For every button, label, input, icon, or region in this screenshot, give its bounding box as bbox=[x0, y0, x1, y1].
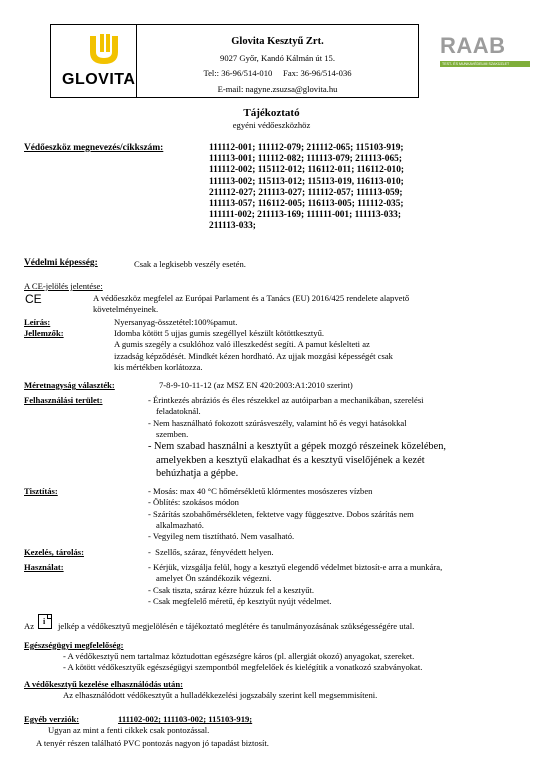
ce-text-line: A védőeszköz megfelel az Európai Parlament és a Tanács (EU) 2016/425 rendelete alapvető bbox=[93, 293, 410, 303]
usage-item-line: behúzhatja a gépbe. bbox=[156, 468, 239, 480]
use-item-line: - Csak megfelelő méretű, ép kesztyűt nyújt védelmet. bbox=[148, 595, 332, 606]
cleaning-list bbox=[148, 486, 414, 542]
storage-label: Kezelés, tárolás: bbox=[24, 547, 84, 557]
other-text bbox=[36, 725, 269, 750]
storage-value: - Szellős, száraz, fényvédett helyen. bbox=[148, 547, 274, 557]
product-codes bbox=[209, 143, 404, 233]
usage-item-line: amelyekben a kesztyű elakadhat és a kesztyű viselőjének a kezét bbox=[156, 454, 425, 466]
product-label: Védőeszköz megnevezés/cikkszám: bbox=[24, 143, 164, 153]
product-code-line: 211113-033; bbox=[209, 221, 256, 232]
ce-label: A CE-jelölés jelentése: bbox=[24, 281, 103, 291]
product-code-line: 111111-002; 211113-169; 111111-001; 111113-033; bbox=[209, 210, 401, 221]
description-label: Leírás: bbox=[24, 317, 51, 327]
product-code-line: 111113-002; 115113-012; 115113-019, 116113-010; bbox=[209, 176, 404, 187]
health-line: - A védőkesztyű nem tartalmaz köztudottan egészségre káros (pl. allergiát okozó) anyagokat, szereket. bbox=[63, 651, 415, 661]
usage-area-list bbox=[148, 395, 446, 481]
usage-item-line: - Nem szabad használni a kesztyűt a gépek mozgó részeinek közelében, bbox=[148, 441, 447, 453]
raab-logo bbox=[440, 34, 530, 74]
product-code-line: 111113-001; 111112-082; 111113-079; 211113-065; bbox=[209, 154, 402, 165]
features-line: kis mértékben korlátozza. bbox=[114, 361, 203, 372]
cleaning-item-line: alkalmazható. bbox=[156, 519, 204, 530]
info-text: jelkép a védőkesztyű megjelölésén e tájékoztató meglétére és tanulmányozásának szükségességére utal. bbox=[58, 621, 415, 631]
ce-text bbox=[93, 293, 409, 316]
company-name: Glovita Kesztyű Zrt. bbox=[231, 36, 324, 47]
usage-item-line: - Érintkezés abráziós és éles részekkel az autóiparban a mechanikában, szerelési bbox=[148, 395, 424, 405]
use-item-line: - Kérjük, vizsgálja felül, hogy a kesztyű elegendő védelmet biztosít-e arra a munkára, bbox=[148, 562, 443, 572]
use-item-line: amelyet Ön szándékozik végezni. bbox=[156, 573, 272, 584]
usage-item-line: - Nem használható fokozott szúrásveszély, valamint hő és vegyi hatásokkal bbox=[148, 417, 407, 428]
raab-tagline: TEST- ÉS MUNKAVÉDELMI SZAKÜZLET bbox=[440, 61, 530, 67]
features-line: izzadság képződését. Mindkét kézen hordható. Az ujjak mozgási képességét csak bbox=[114, 350, 393, 361]
sizes-label: Méretnagyság választék: bbox=[24, 380, 115, 390]
other-line: Ugyan az mint a fenti cikkek csak pontozással. bbox=[48, 725, 210, 735]
other-line: A tenyér részen található PVC pontozás nagyon jó tapadást biztosít. bbox=[36, 738, 269, 749]
info-prefix: Az bbox=[24, 621, 35, 631]
cleaning-item-line: - Öblítés: szokásos módon bbox=[148, 497, 239, 508]
features-text bbox=[114, 328, 393, 373]
features-line: A gumis szegély a csuklóhoz való illeszkedést segíti. A pamut késlelteti az bbox=[114, 339, 370, 350]
usage-item-line: szemben. bbox=[156, 428, 189, 439]
company-phone-fax: Tel:: 36-96/514-010 Fax: 36-96/514-036 bbox=[203, 68, 352, 78]
use-list bbox=[148, 562, 442, 607]
cleaning-item-line: - Szárítás szobahőmérsékleten, fektetve vagy függesztve. Dobos szárítás nem bbox=[148, 508, 414, 519]
disposal-value: Az elhasználódott védőkesztyűt a hulladékkezelési jogszabály szerint kell megsemmisíteni. bbox=[63, 690, 378, 700]
usage-item-line: feladatoknál. bbox=[156, 406, 201, 417]
other-codes: 111102-002; 111103-002; 115103-919; bbox=[118, 714, 253, 724]
info-icon-letter: i bbox=[43, 617, 46, 626]
usage-area-label: Felhasználási terület: bbox=[24, 395, 103, 405]
company-email: E-mail: nagyne.zsuzsa@glovita.hu bbox=[217, 84, 338, 94]
use-label: Használat: bbox=[24, 562, 64, 572]
glovita-logo-text: GLOVITA bbox=[62, 71, 136, 88]
cleaning-item-line: - Vegyileg nem tisztítható. Nem vasalható. bbox=[148, 531, 295, 542]
page-title: Tájékoztató bbox=[243, 107, 300, 119]
product-code-line: 111112-001; 111112-079; 211112-065; 115103-919; bbox=[209, 143, 404, 153]
product-code-line: 111112-002; 115112-012; 116112-011; 116112-010; bbox=[209, 165, 405, 176]
page-subtitle: egyéni védőeszközhöz bbox=[232, 120, 311, 130]
raab-logo-text: RAAB bbox=[440, 33, 506, 58]
company-address: 9027 Győr, Kandó Kálmán út 15. bbox=[220, 53, 335, 63]
use-item-line: - Csak tiszta, száraz kézre húzzuk fel a kesztyűt. bbox=[148, 584, 315, 595]
health-line: - A kötött védőkesztyűk egészségügyi szempontból megfelelőek és kielégítik a vonatkozó szabványokat. bbox=[63, 662, 423, 673]
product-code-line: 111113-057; 116112-005; 116113-005; 111112-035; bbox=[209, 199, 404, 210]
other-label: Egyéb verziók: bbox=[24, 714, 80, 724]
ce-mark-icon: CE bbox=[25, 292, 42, 306]
health-label: Egészségügyi megfelelőség: bbox=[24, 640, 124, 650]
product-code-line: 211112-027; 211113-027; 111112-057; 111113-059; bbox=[209, 187, 403, 198]
protection-label: Védelmi képesség: bbox=[24, 258, 98, 268]
disposal-label: A védőkesztyű kezelése elhasználódás után: bbox=[24, 679, 183, 689]
cleaning-item-line: - Mosás: max 40 °C hőmérsékletű klórmentes mosószeres vízben bbox=[148, 486, 373, 496]
cleaning-label: Tisztítás: bbox=[24, 486, 58, 496]
features-label: Jellemzők: bbox=[24, 328, 64, 338]
features-line: Idomba kötött 5 ujjas gumis szegéllyel készült kötöttkesztyű. bbox=[114, 328, 325, 338]
sizes-value: 7-8-9-10-11-12 (az MSZ EN 420:2003:A1:2010 szerint) bbox=[159, 380, 353, 390]
health-text bbox=[63, 651, 422, 674]
info-book-icon bbox=[38, 614, 52, 629]
ce-text-line: követelményeinek. bbox=[93, 304, 159, 315]
description-value: Nyersanyag-összetétel:100%pamut. bbox=[114, 317, 238, 327]
protection-value: Csak a legkisebb veszély esetén. bbox=[134, 259, 246, 269]
glovita-glove-icon bbox=[84, 32, 124, 68]
